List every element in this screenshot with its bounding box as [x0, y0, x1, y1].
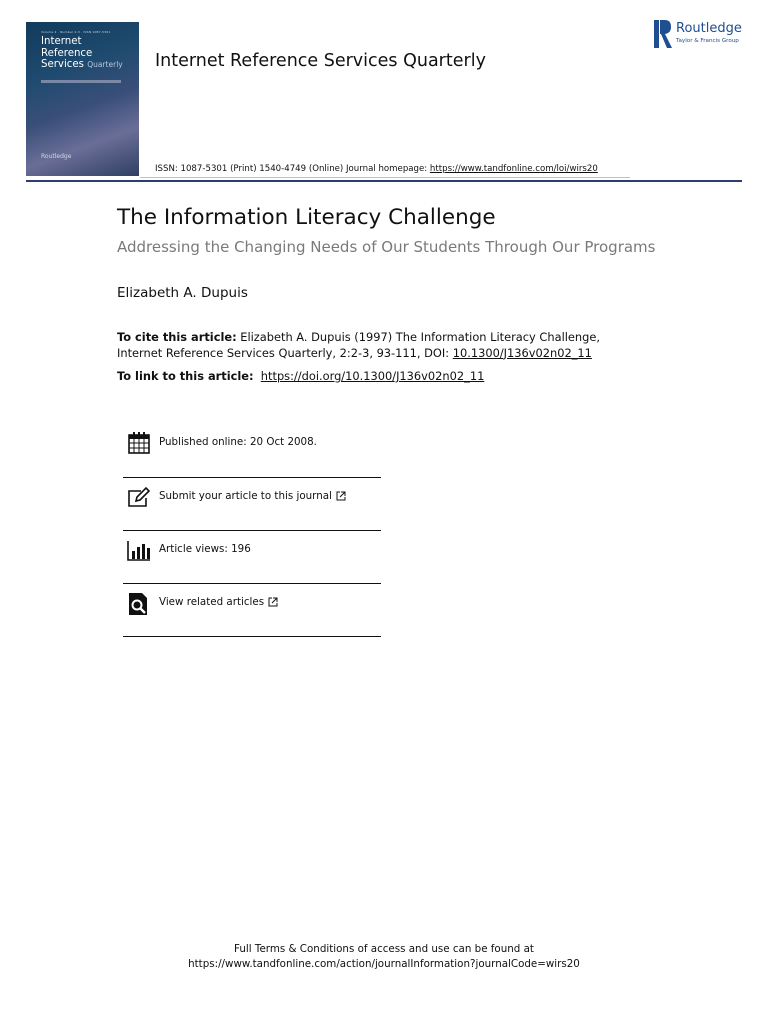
- published-online-text: Published online: 20 Oct 2008.: [159, 436, 317, 448]
- bar-chart-icon: [127, 539, 151, 563]
- cover-title-line-3: Services: [41, 59, 84, 70]
- cover-title-line-2: Reference: [41, 47, 93, 59]
- article-views-item: [123, 531, 381, 584]
- related-articles-text: View related articles: [159, 596, 265, 608]
- cover-title: [41, 36, 137, 71]
- external-link-icon: [268, 597, 278, 607]
- calendar-icon: [127, 431, 151, 455]
- cover-publisher-mark: Routledge: [41, 153, 72, 160]
- article-author: Elizabeth A. Dupuis: [117, 285, 248, 301]
- article-link-label: To link to this article:: [117, 369, 254, 383]
- submit-article-link[interactable]: [159, 490, 346, 502]
- submit-article-text: Submit your article to this journal: [159, 490, 332, 502]
- header-thin-rule: [140, 177, 630, 178]
- citation-block: [117, 330, 647, 361]
- header-rule: [26, 180, 742, 182]
- external-link-icon: [336, 491, 346, 501]
- citation-doi-link[interactable]: 10.1300/J136v02n02_11: [452, 345, 592, 360]
- related-articles-link[interactable]: [159, 596, 278, 608]
- related-articles-item[interactable]: [123, 584, 381, 637]
- terms-footer-url[interactable]: https://www.tandfonline.com/action/journalInformation?journalCode=wirs20: [188, 958, 580, 970]
- routledge-r-icon: [654, 20, 672, 48]
- journal-name: Internet Reference Services Quarterly: [155, 51, 486, 71]
- issn-line: [155, 164, 598, 174]
- citation-label: To cite this article:: [117, 330, 237, 344]
- published-online-item: [123, 425, 381, 478]
- search-document-icon: [127, 592, 151, 616]
- submit-article-item[interactable]: [123, 478, 381, 531]
- journal-cover-image: [26, 22, 139, 176]
- terms-footer-line-1: Full Terms & Conditions of access and use can be found at: [234, 943, 534, 955]
- cover-issue-line: Volume 2 · Number 2-3 · ISSN 1087-5301: [41, 30, 111, 34]
- cover-title-line-1: Internet: [41, 36, 82, 47]
- publisher-logo[interactable]: [654, 20, 750, 50]
- article-doi-link[interactable]: https://doi.org/10.1300/J136v02n02_11: [260, 369, 485, 383]
- citation-text: Elizabeth A. Dupuis (1997) The Information Literacy Challenge, Internet Reference Services Quarterly, 2:2-3, 93-111, DOI:: [117, 330, 600, 360]
- journal-homepage-link[interactable]: https://www.tandfonline.com/loi/wirs20: [429, 164, 598, 174]
- publisher-tagline: Taylor & Francis Group: [676, 38, 739, 44]
- article-info-list: [123, 425, 381, 637]
- cover-title-quarterly: Quarterly: [87, 60, 123, 69]
- article-views-text: Article views: 196: [159, 543, 251, 555]
- edit-icon: [127, 486, 151, 510]
- cover-band: [41, 80, 121, 83]
- issn-text: ISSN: 1087-5301 (Print) 1540-4749 (Online) Journal homepage:: [155, 164, 430, 174]
- article-title: The Information Literacy Challenge: [117, 205, 496, 230]
- terms-footer: [0, 942, 768, 972]
- article-link-row: [117, 369, 484, 383]
- publisher-name: Routledge: [676, 21, 742, 36]
- article-subtitle: Addressing the Changing Needs of Our Students Through Our Programs: [117, 238, 656, 256]
